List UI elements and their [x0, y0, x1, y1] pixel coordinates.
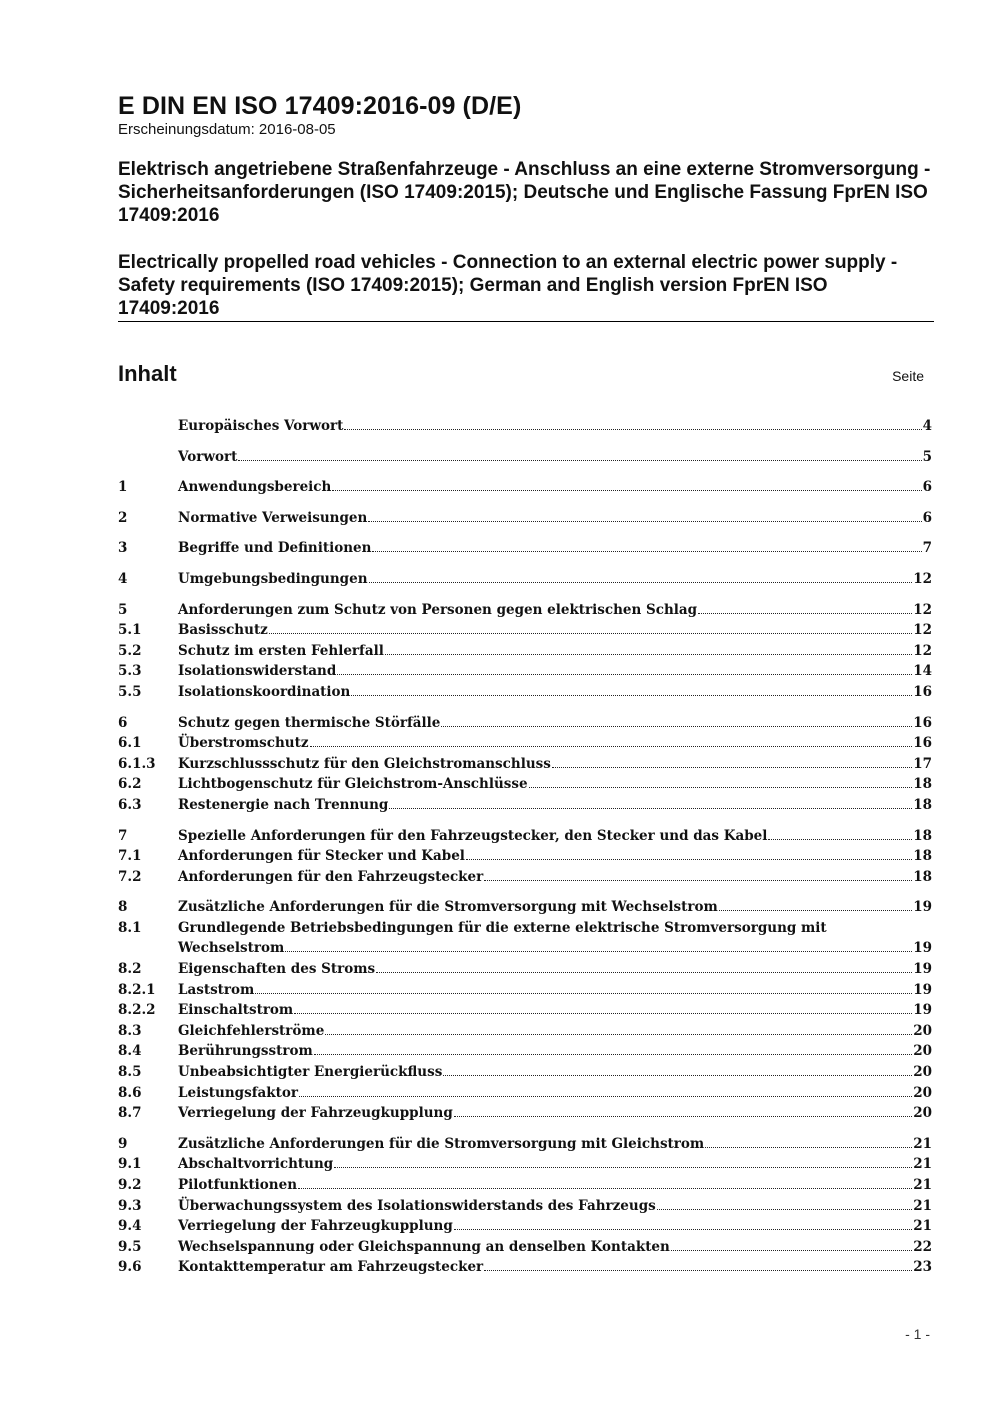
toc-entry[interactable] [118, 867, 932, 888]
toc-entry[interactable] [118, 620, 932, 641]
toc-entry-title: Lichtbogenschutz für Gleichstrom-Anschlüsse [178, 776, 528, 793]
toc-entry-page: 20 [913, 1105, 932, 1122]
toc-leader-dots [314, 1054, 912, 1055]
toc-entry-page: 21 [913, 1135, 932, 1152]
toc-heading: Inhalt [118, 361, 177, 386]
toc-entry-title: Isolationswiderstand [178, 663, 337, 680]
toc-leader-dots [325, 1034, 912, 1035]
toc-entry-title: Berührungsstrom [178, 1043, 313, 1060]
toc-entry-title: Unbeabsichtigter Energierückfluss [178, 1064, 443, 1081]
toc-leader-dots [285, 951, 912, 952]
toc-entry-title: Verriegelung der Fahrzeugkupplung [178, 1105, 453, 1122]
toc-entry[interactable] [118, 447, 932, 468]
toc-entry-title: Eigenschaften des Stroms [178, 961, 376, 978]
toc-entry-page: 20 [913, 1084, 932, 1101]
toc-entry-number: 5.1 [118, 622, 142, 639]
toc-entry-number: 8.7 [118, 1105, 142, 1122]
toc-leader-dots [344, 429, 921, 430]
toc-entry-number: 1 [118, 479, 128, 496]
toc-entry[interactable] [118, 846, 932, 867]
toc-leader-dots [705, 1147, 912, 1148]
toc-entry[interactable] [118, 918, 932, 939]
toc-entry-number: 6.2 [118, 776, 142, 793]
toc-leader-dots [332, 490, 921, 491]
toc-entry[interactable] [118, 826, 932, 847]
toc-entry-title: Wechselspannung oder Gleichspannung an denselben Kontakten [178, 1238, 670, 1255]
toc-entry[interactable] [118, 1021, 932, 1042]
toc-entry-page: 6 [922, 509, 932, 526]
toc-entry-number: 7.2 [118, 868, 142, 885]
toc-entry-number: 8.6 [118, 1084, 142, 1101]
toc-page-column-label: Seite [892, 368, 924, 384]
toc-entry-number: 8 [118, 899, 128, 916]
toc-entry[interactable] [118, 477, 932, 498]
toc-entry[interactable] [118, 1134, 932, 1155]
toc-entry-title: Zusätzliche Anforderungen für die Stromversorgung mit Gleichstrom [178, 1135, 705, 1152]
toc-entry-title: Zusätzliche Anforderungen für die Stromversorgung mit Wechselstrom [178, 899, 718, 916]
toc-entry[interactable] [118, 1196, 932, 1217]
toc-leader-dots [351, 695, 912, 696]
toc-entry-title: Grundlegende Betriebsbedingungen für die externe elektrische Stromversorgung mit [178, 919, 827, 936]
toc-entry[interactable] [118, 795, 932, 816]
toc-group [118, 713, 932, 816]
toc-entry[interactable] [118, 897, 932, 918]
toc-entry-page: 19 [913, 981, 932, 998]
toc-group [118, 416, 932, 437]
toc-entry[interactable] [118, 569, 932, 590]
toc-entry-number: 8.1 [118, 919, 142, 936]
toc-entry[interactable] [118, 1041, 932, 1062]
toc-entry-number: 7 [118, 827, 128, 844]
toc-entry-title: Wechselstrom [178, 940, 285, 957]
toc-entry-page: 21 [913, 1218, 932, 1235]
toc-entry[interactable] [118, 980, 932, 1001]
toc-entry-number: 9.1 [118, 1156, 142, 1173]
toc-entry-page: 18 [913, 827, 932, 844]
toc-leader-dots [454, 1116, 912, 1117]
title-english: Electrically propelled road vehicles - Connection to an external electric power supply - Safety requirements (ISO 17409:2015); German and English version FprEN ISO 17409:2016 [118, 252, 898, 319]
toc-entry-title: Leistungsfaktor [178, 1084, 298, 1101]
toc-leader-dots [334, 1167, 912, 1168]
toc-leader-dots [385, 654, 912, 655]
toc-leader-dots [443, 1075, 912, 1076]
toc-entry-page: 21 [913, 1197, 932, 1214]
toc-entry-title: Anforderungen für Stecker und Kabel [178, 848, 465, 865]
toc-leader-dots [441, 726, 912, 727]
toc-entry[interactable] [118, 1083, 932, 1104]
toc-leader-dots [299, 1096, 912, 1097]
toc-entry-title: Gleichfehlerströme [178, 1022, 325, 1039]
toc-leader-dots [298, 1188, 912, 1189]
document-id: E DIN EN ISO 17409:2016-09 (D/E) [118, 92, 522, 120]
table-of-contents [118, 416, 932, 1288]
title-german: Elektrisch angetriebene Straßenfahrzeuge - Anschluss an eine externe Stromversorgung - Sicherheitsanforderungen (ISO 17409:2015); Deutsche und Englische Fassung FprEN ISO 17409:2016 [118, 159, 931, 226]
toc-entry-number: 8.2.1 [118, 981, 156, 998]
toc-leader-dots [768, 839, 912, 840]
toc-entry[interactable] [118, 508, 932, 529]
toc-entry-page: 21 [913, 1156, 932, 1173]
toc-leader-dots [368, 521, 921, 522]
toc-entry-number: 8.4 [118, 1043, 142, 1060]
toc-leader-dots [698, 613, 912, 614]
toc-group [118, 508, 932, 529]
toc-leader-dots [238, 460, 921, 461]
toc-entry-number: 3 [118, 540, 128, 557]
toc-entry-title: Basisschutz [178, 622, 268, 639]
toc-entry-number: 7.1 [118, 848, 142, 865]
page-number: - 1 - [905, 1326, 930, 1342]
toc-entry-title: Umgebungsbedingungen [178, 570, 368, 587]
toc-entry-title: Kurzschlussschutz für den Gleichstromanschluss [178, 755, 551, 772]
toc-entry-title: Spezielle Anforderungen für den Fahrzeugstecker, den Stecker und das Kabel [178, 827, 768, 844]
toc-group [118, 569, 932, 590]
toc-entry[interactable] [118, 733, 932, 754]
toc-group [118, 538, 932, 559]
toc-entry-page: 18 [913, 796, 932, 813]
toc-entry-title: Begriffe und Definitionen [178, 540, 372, 557]
toc-leader-dots [389, 808, 912, 809]
toc-entry-number: 2 [118, 509, 128, 526]
toc-leader-dots [255, 993, 912, 994]
toc-entry-number: 5.5 [118, 683, 142, 700]
toc-entry-number: 6 [118, 714, 128, 731]
toc-entry[interactable] [118, 1175, 932, 1196]
toc-entry-page: 19 [913, 961, 932, 978]
toc-entry-title: Einschaltstrom [178, 1002, 294, 1019]
toc-entry-number: 8.5 [118, 1064, 142, 1081]
toc-entry-page: 19 [913, 940, 932, 957]
toc-entry-number: 9 [118, 1135, 128, 1152]
toc-entry-page: 4 [922, 418, 932, 434]
toc-entry-number: 9.2 [118, 1177, 142, 1193]
toc-entry[interactable] [118, 416, 932, 437]
toc-entry[interactable] [118, 1000, 932, 1021]
toc-entry-title: Anforderungen für den Fahrzeugstecker [178, 868, 484, 885]
toc-group [118, 600, 932, 703]
toc-entry-page: 23 [913, 1259, 932, 1276]
toc-leader-dots [719, 910, 912, 911]
toc-entry-title: Kontakttemperatur am Fahrzeugstecker [178, 1259, 484, 1276]
toc-entry-number: 5.2 [118, 642, 142, 659]
toc-leader-dots [454, 1229, 912, 1230]
toc-entry-page: 19 [913, 1002, 932, 1019]
toc-leader-dots [484, 1270, 912, 1271]
toc-entry-title: Isolationskoordination [178, 683, 351, 700]
toc-entry-title: Restenergie nach Trennung [178, 796, 389, 813]
publication-date: Erscheinungsdatum: 2016-08-05 [118, 121, 336, 138]
toc-entry-number: 6.3 [118, 796, 142, 813]
toc-entry[interactable] [118, 661, 932, 682]
toc-entry[interactable] [118, 600, 932, 621]
toc-group [118, 447, 932, 468]
header-divider [118, 321, 934, 322]
toc-entry-number: 8.2 [118, 961, 142, 978]
toc-group [118, 826, 932, 888]
toc-entry-number: 9.3 [118, 1197, 142, 1214]
toc-entry-title: Verriegelung der Fahrzeugkupplung [178, 1218, 453, 1235]
toc-entry-page: 16 [913, 683, 932, 700]
toc-entry-page: 18 [913, 868, 932, 885]
toc-group [118, 477, 932, 498]
toc-leader-dots [369, 582, 913, 583]
toc-entry-title: Pilotfunktionen [178, 1177, 298, 1193]
toc-entry-title: Abschaltvorrichtung [178, 1156, 334, 1173]
toc-entry-number: 4 [118, 570, 128, 587]
toc-entry[interactable] [118, 754, 932, 775]
toc-entry-title: Anforderungen zum Schutz von Personen gegen elektrischen Schlag [178, 601, 698, 618]
toc-entry-title: Überwachungssystem des Isolationswiderstands des Fahrzeugs [178, 1197, 656, 1214]
toc-entry[interactable] [118, 713, 932, 734]
toc-leader-dots [310, 746, 913, 747]
toc-entry-number: 8.3 [118, 1022, 142, 1039]
toc-entry-page: 16 [913, 735, 932, 752]
toc-entry-page: 18 [913, 776, 932, 793]
toc-entry-page: 20 [913, 1064, 932, 1081]
toc-entry-page: 16 [913, 714, 932, 731]
toc-entry[interactable] [118, 1154, 932, 1175]
toc-entry-page: 12 [913, 642, 932, 659]
toc-leader-dots [269, 633, 912, 634]
toc-entry-title: Europäisches Vorwort [178, 418, 344, 434]
toc-entry[interactable] [118, 1103, 932, 1124]
toc-leader-dots [552, 767, 912, 768]
toc-entry-page: 21 [913, 1177, 932, 1193]
toc-entry[interactable] [118, 641, 932, 662]
toc-entry[interactable] [118, 1237, 932, 1258]
toc-entry-number: 9.6 [118, 1259, 142, 1276]
toc-entry-page: 20 [913, 1022, 932, 1039]
toc-entry-page: 20 [913, 1043, 932, 1060]
toc-entry-number: 6.1.3 [118, 755, 156, 772]
toc-entry[interactable] [118, 1257, 932, 1278]
toc-entry-page: 5 [922, 448, 932, 465]
toc-entry-page: 17 [913, 755, 932, 772]
toc-entry-title: Überstromschutz [178, 735, 309, 752]
toc-leader-dots [529, 787, 913, 788]
toc-entry-page: 18 [913, 848, 932, 865]
toc-entry-title: Schutz gegen thermische Störfälle [178, 714, 441, 731]
toc-entry-page: 6 [922, 479, 932, 496]
toc-entry-number: 9.5 [118, 1238, 142, 1255]
toc-entry-page: 12 [913, 622, 932, 639]
toc-entry-page: 12 [913, 570, 932, 587]
toc-leader-dots [484, 880, 912, 881]
toc-entry-number: 5 [118, 601, 128, 618]
toc-entry-title: Anwendungsbereich [178, 479, 332, 496]
toc-group [118, 1134, 932, 1278]
toc-entry[interactable] [118, 1216, 932, 1237]
toc-entry-page: 19 [913, 899, 932, 916]
toc-leader-dots [337, 674, 912, 675]
toc-entry-page: 7 [922, 540, 932, 557]
toc-entry[interactable] [118, 1062, 932, 1083]
toc-leader-dots [372, 551, 921, 552]
toc-entry[interactable] [118, 959, 932, 980]
toc-entry-page: 14 [913, 663, 932, 680]
toc-entry[interactable] [118, 938, 932, 959]
toc-entry-number: 9.4 [118, 1218, 142, 1235]
toc-entry-number: 5.3 [118, 663, 142, 680]
toc-entry-title: Vorwort [178, 448, 238, 465]
toc-entry[interactable] [118, 682, 932, 703]
toc-entry-title: Laststrom [178, 981, 255, 998]
toc-leader-dots [671, 1250, 912, 1251]
toc-leader-dots [376, 972, 912, 973]
toc-leader-dots [657, 1209, 912, 1210]
toc-entry-title: Normative Verweisungen [178, 509, 368, 526]
toc-leader-dots [294, 1013, 912, 1014]
toc-leader-dots [466, 859, 912, 860]
toc-entry-page: 22 [913, 1238, 932, 1255]
toc-entry[interactable] [118, 774, 932, 795]
toc-entry[interactable] [118, 538, 932, 559]
toc-entry-number: 6.1 [118, 735, 142, 752]
toc-entry-title: Schutz im ersten Fehlerfall [178, 642, 384, 659]
toc-group [118, 897, 932, 1124]
toc-entry-page: 12 [913, 601, 932, 618]
toc-entry-number: 8.2.2 [118, 1002, 156, 1019]
